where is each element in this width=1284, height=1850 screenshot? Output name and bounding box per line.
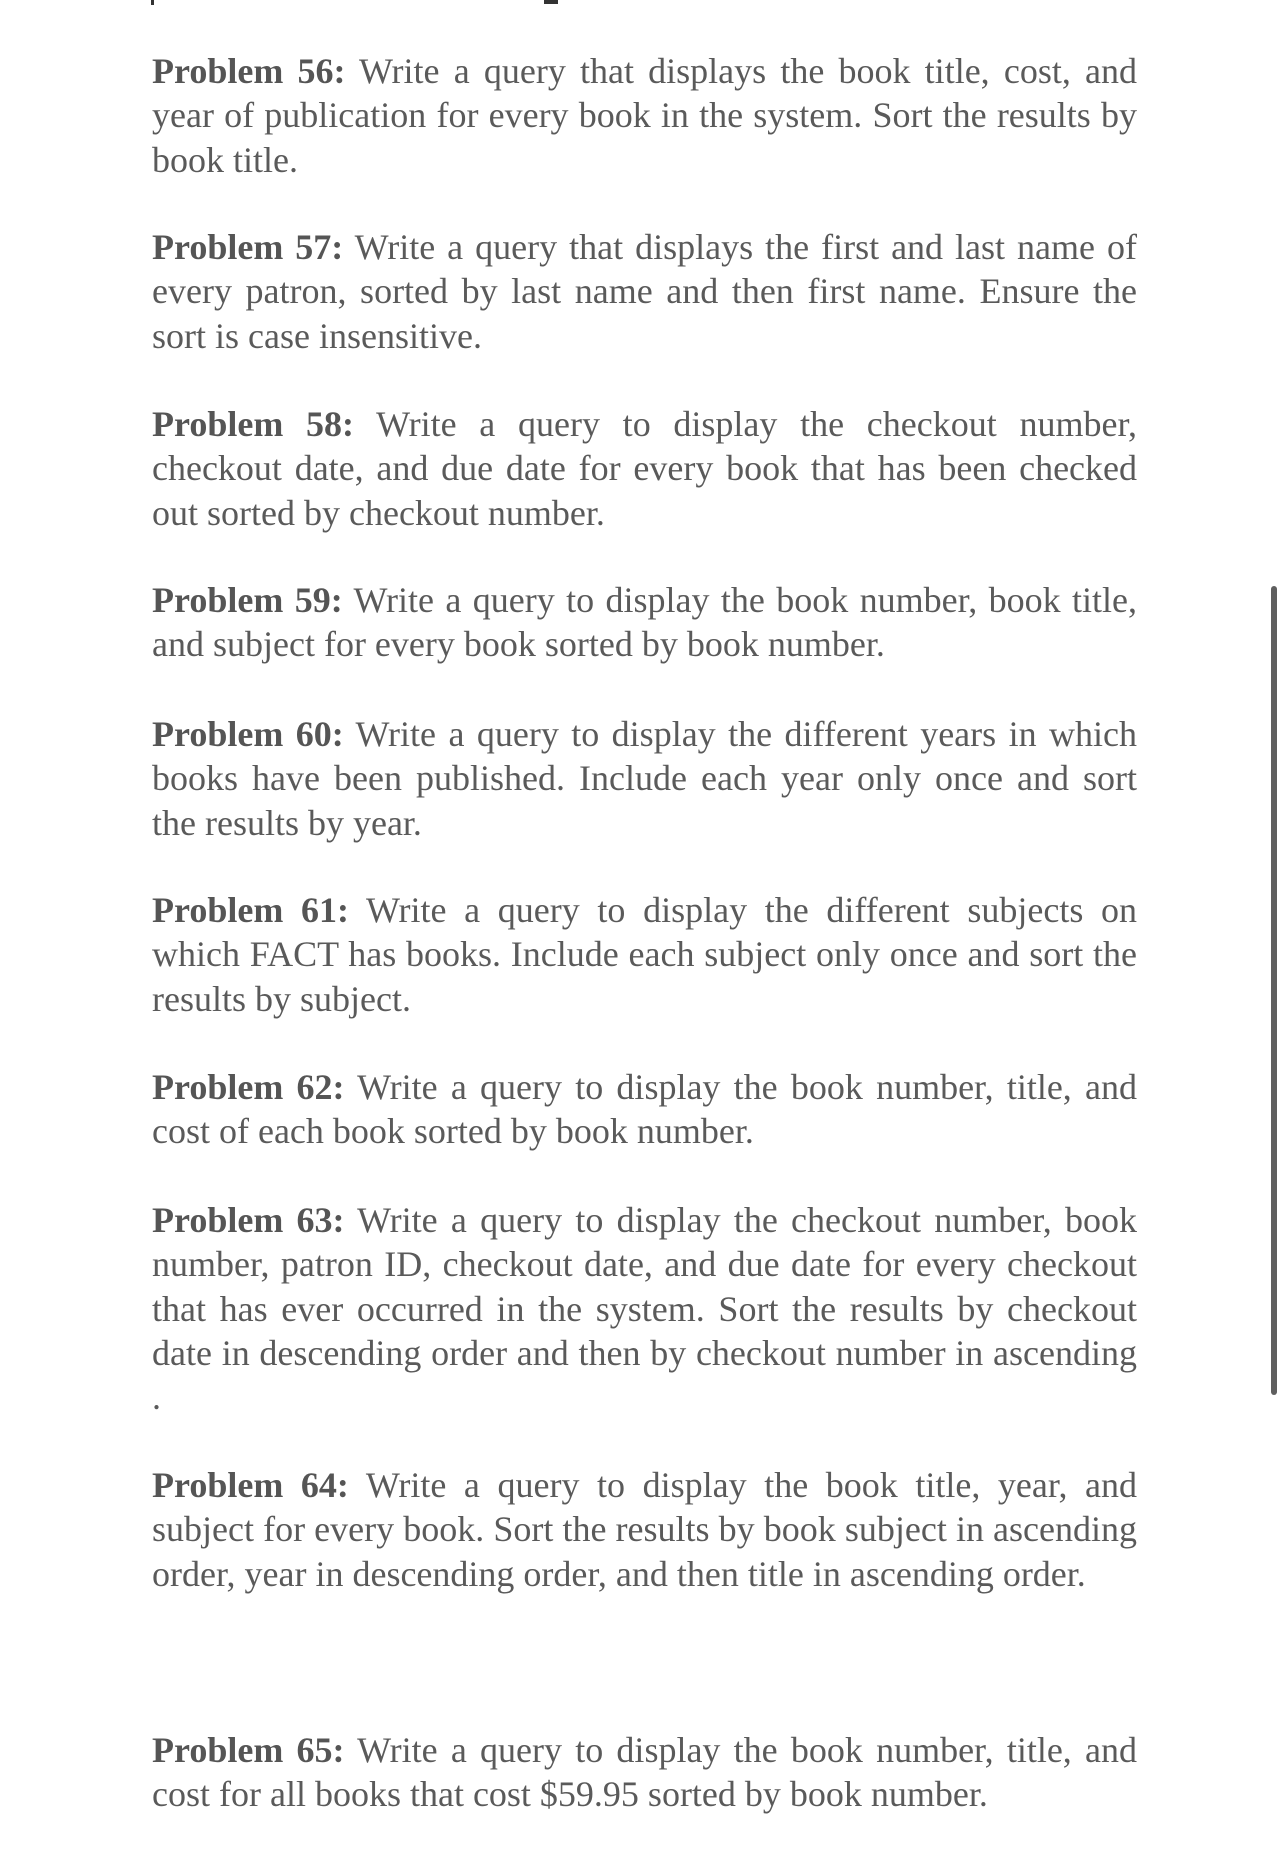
problem-text: Write a query to display the different subjects on which FACT has books. Include each subject only once and sort the results by subject. [152,890,1137,1019]
problem-59 [152,578,1137,667]
problem-label: Problem 64: [152,1465,349,1505]
problem-text: Write a query that displays the book title, cost, and year of publication for every book in the system. Sort the results by book title. [152,51,1137,180]
problem-60 [152,712,1137,845]
problem-62 [152,1065,1137,1154]
clipped-text-fragment [544,0,558,4]
problem-text: Write a query that displays the first and last name of every patron, sorted by last name and then first name. Ensure the sort is case insensitive. [152,227,1138,356]
problem-64 [152,1463,1137,1596]
problem-63 [152,1198,1137,1419]
problem-text: Write a query to display the book number, title, and cost for all books that cost $59.95 sorted by book number. [152,1730,1138,1815]
problem-text: Write a query to display the book title, year, and subject for every book. Sort the results by book subject in ascending order, year in descending order, and then title in ascending order. [152,1465,1138,1594]
problem-label: Problem 59: [152,580,343,620]
problem-label: Problem 62: [152,1067,345,1107]
problem-label: Problem 58: [152,404,355,444]
problem-57 [152,225,1137,358]
problem-text: Write a query to display the different years in which books have been published. Include each year only once and sort the results by year. [152,714,1137,843]
problem-text: Write a query to display the book number, title, and cost of each book sorted by book number. [152,1067,1138,1152]
problem-text: Write a query to display the checkout number, checkout date, and due date for every book that has been checked out sorted by checkout number. [152,404,1137,533]
problem-58 [152,402,1137,535]
problem-61 [152,888,1137,1021]
problem-65 [152,1728,1137,1817]
problem-text: Write a query to display the book number, book title, and subject for every book sorted by book number. [152,580,1137,665]
vertical-scrollbar[interactable] [1271,586,1277,1395]
problem-56 [152,49,1137,182]
problem-label: Problem 56: [152,51,346,91]
problem-text: Write a query to display the checkout number, book number, patron ID, checkout date, and due date for every checkout that has ever occurred in the system. Sort the results by checkout date in descending order and then by checkout number in ascending . [152,1200,1137,1418]
problem-label: Problem 63: [152,1200,345,1240]
clipped-text-fragment [151,0,154,5]
problem-label: Problem 61: [152,890,349,930]
problem-label: Problem 60: [152,714,344,754]
problem-label: Problem 65: [152,1730,345,1770]
problem-label: Problem 57: [152,227,344,267]
